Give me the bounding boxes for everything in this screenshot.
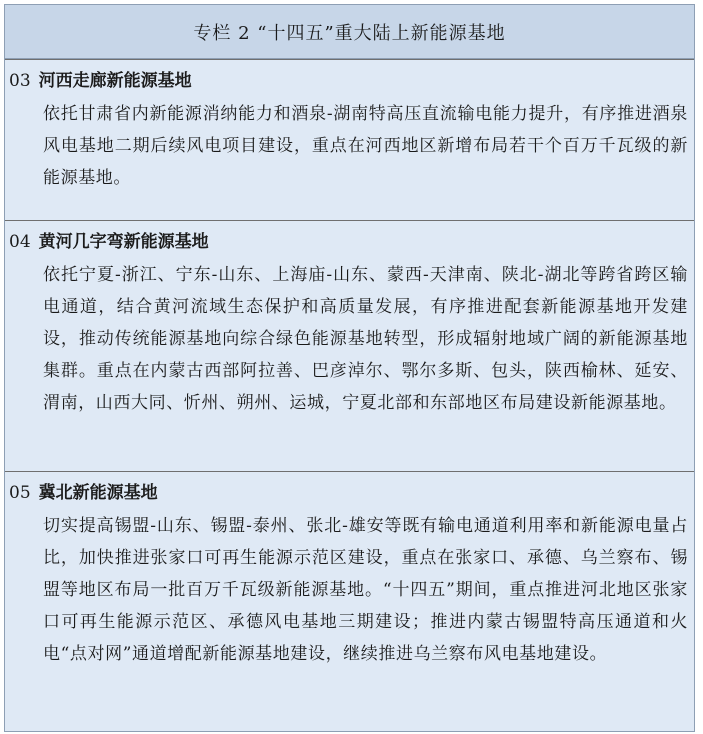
- section-hexi-corridor: [5, 59, 694, 220]
- section-heading: [9, 231, 688, 253]
- section-body: 依托宁夏-浙江、宁东-山东、上海庙-山东、蒙西-天津南、陕北-湖北等跨省跨区输电通道，结合黄河流域生态保护和高质量发展，有序推进配套新能源基地开发建设，推动传统能源基地向综合绿色能源基地转型，形成辐射地域广阔的新能源基地集群。重点在内蒙古西部阿拉善、巴彦淖尔、鄂尔多斯、包头，陕西榆林、延安、渭南，山西大同、忻州、朔州、运城，宁夏北部和东部地区布局建设新能源基地。: [43, 265, 688, 413]
- section-title: 黄河几字弯新能源基地: [38, 232, 209, 252]
- section-number: 03: [9, 71, 31, 91]
- section-north-hebei: [5, 471, 694, 732]
- section-yellow-river-bend: [5, 220, 694, 471]
- section-body: 切实提高锡盟-山东、锡盟-泰州、张北-雄安等既有输电通道利用率和新能源电量占比，加快推进张家口可再生能源示范区建设，重点在张家口、承德、乌兰察布、锡盟等地区布局一批百万千瓦级新能源基地。“十四五”期间，重点推进河北地区张家口可再生能源示范区、承德风电基地三期建设；推进内蒙古锡盟特高压通道和火电“点对网”通道增配新能源基地建设，继续推进乌兰察布风电基地建设。: [43, 516, 688, 664]
- section-number: 04: [9, 232, 31, 252]
- section-body: 依托甘肃省内新能源消纳能力和酒泉-湖南特高压直流输电能力提升，有序推进酒泉风电基地二期后续风电项目建设，重点在河西地区新增布局若干个百万千瓦级的新能源基地。: [43, 104, 688, 188]
- section-heading: [9, 482, 688, 504]
- section-title: 河西走廊新能源基地: [38, 71, 192, 91]
- feature-box: [4, 4, 695, 732]
- section-title: 冀北新能源基地: [38, 483, 158, 503]
- section-number: 05: [9, 483, 31, 503]
- section-heading: [9, 70, 688, 92]
- box-title: 专栏 2 “十四五”重大陆上新能源基地: [5, 5, 694, 59]
